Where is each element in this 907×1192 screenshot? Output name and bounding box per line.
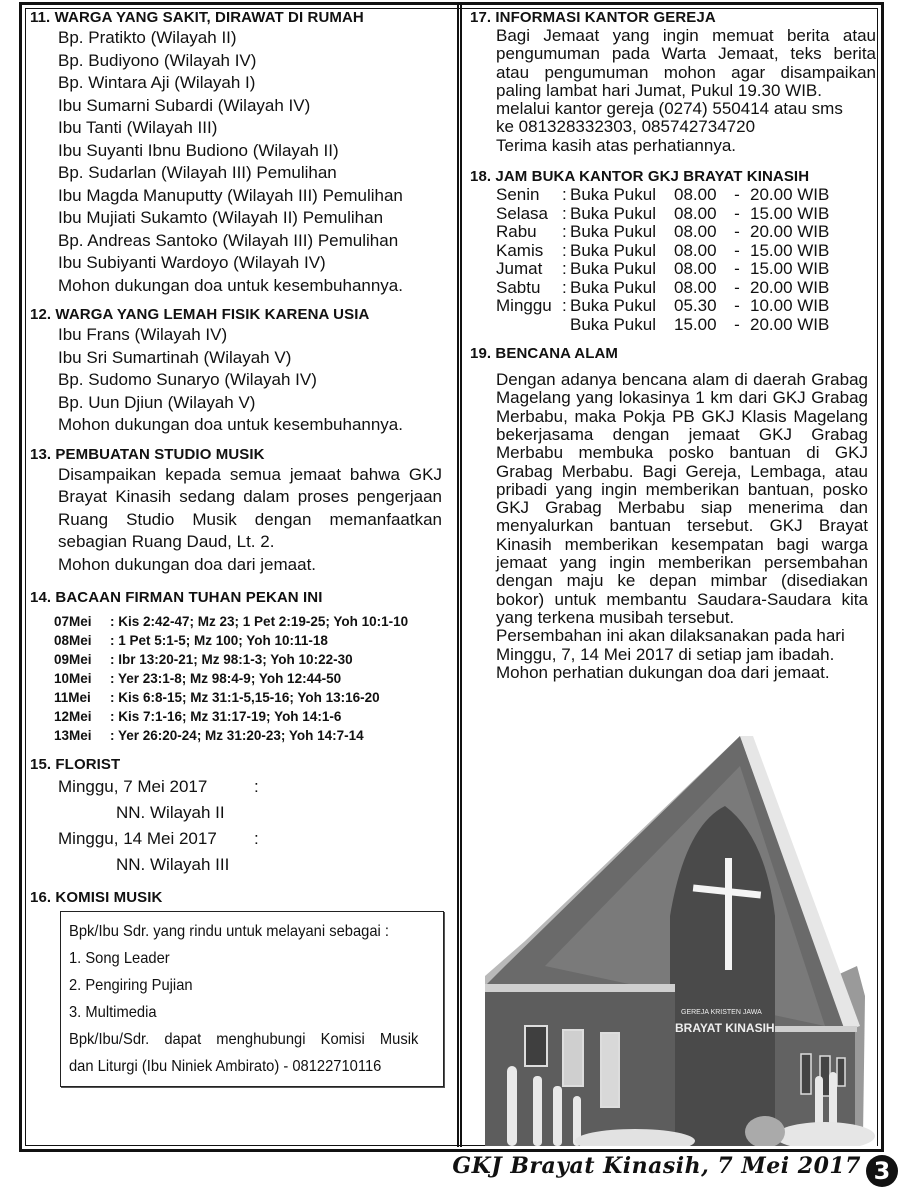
day-colon: : (562, 296, 567, 316)
florist-list (30, 774, 450, 878)
pillar (507, 1066, 517, 1146)
close-time: 20.00 WIB (750, 314, 830, 334)
closing-text: Mohon dukungan doa untuk kesembuhannya. (58, 275, 403, 295)
section-14 (30, 588, 450, 745)
day-name: Jumat (496, 259, 543, 279)
reading-text: : Yer 23:1-8; Mz 98:4-9; Yoh 12:44-50 (110, 671, 342, 686)
left-column (30, 8, 450, 1095)
hours-dash: - (734, 240, 740, 260)
day-name: Sabtu (496, 277, 541, 297)
window (601, 1033, 619, 1107)
section-15-title: 15. FLORIST (30, 756, 121, 773)
hours-label: Buka Pukul (570, 314, 656, 334)
elderly-list (30, 324, 450, 437)
reading-row (30, 707, 450, 726)
section-11-title: 11. WARGA YANG SAKIT, DIRAWAT DI RUMAH (30, 9, 364, 26)
reading-text: : Kis 2:42-47; Mz 23; 1 Pet 2:19-25; Yoh 10:1-10 (110, 614, 409, 629)
section-13-title: 13. PEMBUATAN STUDIO MUSIK (30, 445, 265, 463)
arch-panel (670, 806, 775, 1146)
reading-row (30, 688, 450, 707)
open-time: 08.00 (674, 240, 717, 260)
day-cell (496, 242, 562, 261)
music-contact-1: Bpk/Ibu/Sdr. dapat menghubungi Komisi Musik (69, 1031, 419, 1048)
section-13 (30, 445, 450, 577)
day-cell (496, 186, 562, 205)
section-19-para2: Persembahan ini akan dilaksanakan pada hari Minggu, 7, 14 Mei 2017 di setiap jam ibadah. (496, 626, 845, 664)
section-18 (470, 167, 876, 334)
section-15 (30, 755, 450, 878)
list-item: Bp. Sudarlan (Wilayah III) Pemulihan (58, 163, 337, 182)
reading-date: 10Mei (54, 671, 92, 686)
hours-label: Buka Pukul (570, 240, 656, 260)
day-name: Selasa (496, 203, 548, 223)
close-time: 15.00 WIB (750, 203, 830, 223)
hours-label: Buka Pukul (570, 277, 656, 297)
window (525, 1026, 547, 1066)
section-18-title: 18. JAM BUKA KANTOR GKJ BRAYAT KINASIH (470, 168, 810, 186)
day-colon: : (562, 259, 567, 279)
reading-text: : Yer 26:20-24; Mz 31:20-23; Yoh 14:7-14 (110, 728, 364, 743)
reading-text: : Kis 7:1-16; Mz 31:17-19; Yoh 14:1-6 (110, 709, 342, 724)
open-time: 08.00 (674, 203, 717, 223)
hours-dash: - (734, 185, 740, 205)
day-name: Senin (496, 185, 540, 205)
reading-text: : 1 Pet 5:1-5; Mz 100; Yoh 10:11-18 (110, 633, 328, 648)
closing-text: Mohon dukungan doa dari jemaat. (58, 554, 317, 574)
column-divider (457, 5, 462, 1147)
reading-date: 13Mei (54, 728, 92, 743)
florist-date: Minggu, 7 Mei 2017 (58, 777, 208, 796)
left-eave (485, 984, 675, 992)
section-12-title: 12. WARGA YANG LEMAH FISIK KARENA USIA (30, 306, 370, 323)
office-hours-row (496, 297, 876, 316)
section-19-body: Dengan adanya bencana alam di daerah Grabag Magelang yang lokasinya 1 km dari GKJ Grabag Merbabu, maka Pokja PB GKJ Klasis Magelang bekerjasama dengan jemaat GKJ Grabag Merbabu membuka posko bantuan di GKJ Grabag Merbabu. Bagi Gereja, Lembaga, atau pribadi yang ingin memberikan bantuan, posko GKJ Grabag Merbabu siap menerima dan menyalurkan bantuan tersebut. GKJ Brayat Kinasih memberikan kesempatan bagi warga jemaat yang ingin memberikan persembahan dengan maju ke depan mimbar (disediakan bokor) untuk membantu Saudara-Saudara kita yang terkena musibah tersebut. (496, 370, 868, 627)
list-item: Ibu Sri Sumartinah (Wilayah V) (58, 347, 292, 367)
hours-dash: - (734, 296, 740, 316)
window (801, 1054, 811, 1094)
close-time: 15.00 WIB (750, 259, 830, 279)
right-eave (775, 1026, 857, 1032)
reading-date: 09Mei (54, 652, 92, 667)
office-hours-row (496, 316, 876, 335)
list-item: Bp. Sudomo Sunaryo (Wilayah IV) (58, 370, 317, 389)
day-colon: : (562, 240, 567, 260)
sick-list (30, 27, 450, 297)
office-contact-1: melalui kantor gereja (0274) 550414 atau sms (496, 99, 843, 119)
window (563, 1030, 583, 1086)
office-hours-row (496, 205, 876, 224)
florist-entry (58, 826, 450, 852)
day-colon: : (562, 185, 567, 205)
office-hours-row (496, 242, 876, 261)
section-13-body: Disampaikan kepada semua jemaat bahwa GKJ Brayat Kinasih sedang dalam proses pengerjaan Ruang Studio Musik dengan memanfaatkan sebagian Ruang Daud, Lt. 2. (58, 464, 442, 551)
list-item: Bp. Andreas Santoko (Wilayah III) Pemulihan (58, 230, 399, 250)
close-time: 20.00 WIB (750, 185, 830, 205)
right-column (470, 8, 876, 690)
reading-row (30, 631, 450, 650)
list-item: Ibu Sumarni Subardi (Wilayah IV) (58, 95, 311, 115)
florist-date: Minggu, 14 Mei 2017 (58, 829, 217, 848)
list-item: Bp. Wintara Aji (Wilayah I) (58, 73, 256, 92)
section-16-title: 16. KOMISI MUSIK (30, 889, 163, 906)
open-time: 05.30 (674, 296, 717, 316)
section-19-title: 19. BENCANA ALAM (470, 345, 618, 363)
section-19-body-wrap (470, 371, 876, 682)
church-sign-line1: GEREJA KRISTEN JAWA (681, 1009, 762, 1016)
section-12 (30, 305, 450, 437)
page-number-badge: 3 (866, 1155, 898, 1187)
section-19 (470, 344, 876, 682)
office-hours-row (496, 260, 876, 279)
reading-row (30, 726, 450, 745)
reading-text: : Kis 6:8-15; Mz 31:1-5,15-16; Yoh 13:16-20 (110, 690, 380, 705)
list-item: Ibu Subiyanti Wardoyo (Wilayah IV) (58, 253, 326, 272)
list-item: Bp. Uun Djiun (Wilayah V) (58, 392, 256, 412)
window (837, 1058, 845, 1086)
florist-colon: : (254, 829, 259, 848)
reading-row (30, 650, 450, 669)
day-colon: : (562, 222, 567, 242)
section-16 (30, 888, 450, 1087)
section-17-body: Bagi Jemaat yang ingin memuat berita atau pengumuman pada Warta Jemaat, teks berita atau pengumuman mohon agar disampaikan paling lambat hari Jumat, Pukul 19.30 WIB. (496, 26, 876, 100)
florist-entry (58, 774, 450, 800)
day-cell (496, 297, 562, 316)
hours-label: Buka Pukul (570, 296, 656, 316)
day-cell (496, 223, 562, 242)
florist-assignee: NN. Wilayah III (116, 855, 230, 874)
day-name: Rabu (496, 222, 537, 242)
office-hours-row (496, 223, 876, 242)
hours-dash: - (734, 222, 740, 242)
close-time: 10.00 WIB (750, 296, 830, 316)
pillar (533, 1076, 542, 1146)
office-contact-2: ke 081328332303, 085742734720 (496, 117, 756, 137)
list-item: Ibu Mujiati Sukamto (Wilayah II) Pemulihan (58, 208, 384, 227)
section-11 (30, 8, 450, 297)
office-hours-row (496, 279, 876, 298)
office-hours-row (496, 186, 876, 205)
hours-dash: - (734, 277, 740, 297)
list-item: Ibu Frans (Wilayah IV) (58, 325, 228, 344)
reading-date: 12Mei (54, 709, 92, 724)
list-item: Ibu Tanti (Wilayah III) (58, 118, 218, 137)
day-colon: : (562, 277, 567, 297)
day-name: Kamis (496, 240, 544, 260)
day-cell (496, 260, 562, 279)
section-13-body-wrap (30, 464, 450, 577)
pillar (553, 1086, 562, 1146)
open-time: 08.00 (674, 185, 717, 205)
list-item: Ibu Magda Manuputty (Wilayah III) Pemulihan (58, 185, 403, 205)
day-name: Minggu (496, 296, 552, 316)
music-role: 2. Pengiring Pujian (69, 977, 193, 994)
music-role: 3. Multimedia (69, 1004, 157, 1021)
reading-text: : Ibr 13:20-21; Mz 98:1-3; Yoh 10:22-30 (110, 652, 353, 667)
hours-dash: - (734, 259, 740, 279)
reading-date: 11Mei (54, 690, 91, 705)
day-cell (496, 205, 562, 224)
closing-text: Mohon perhatian dukungan doa dari jemaat. (496, 662, 830, 682)
open-time: 08.00 (674, 259, 717, 279)
day-cell (496, 279, 562, 298)
footer-title: GKJ Brayat Kinasih, 7 Mei 2017 (452, 1153, 861, 1179)
section-17-title: 17. INFORMASI KANTOR GEREJA (470, 9, 716, 26)
list-item: Bp. Pratikto (Wilayah II) (58, 28, 237, 47)
closing-text: Mohon dukungan doa untuk kesembuhannya. (58, 415, 403, 434)
music-role: 1. Song Leader (69, 950, 170, 967)
florist-assignee: NN. Wilayah II (116, 803, 225, 822)
hours-dash: - (734, 203, 740, 223)
day-colon: : (562, 203, 567, 223)
music-contact-2: dan Liturgi (Ibu Niniek Ambirato) - 08122710116 (69, 1058, 382, 1075)
section-17 (470, 8, 876, 155)
church-sign-line2: BRAYAT KINASIH (675, 1021, 775, 1035)
closing-text: Terima kasih atas perhatiannya. (496, 135, 737, 155)
office-hours-table (470, 186, 876, 334)
section-17-body-wrap (470, 27, 876, 155)
close-time: 20.00 WIB (750, 222, 830, 242)
florist-colon: : (254, 777, 259, 796)
list-item: Ibu Suyanti Ibnu Budiono (Wilayah II) (58, 140, 339, 160)
hours-label: Buka Pukul (570, 259, 656, 279)
open-time: 08.00 (674, 277, 717, 297)
hours-label: Buka Pukul (570, 222, 656, 242)
reading-row (30, 669, 450, 688)
close-time: 15.00 WIB (750, 240, 830, 260)
list-item: Bp. Budiyono (Wilayah IV) (58, 50, 257, 70)
music-commission-box (60, 911, 444, 1087)
open-time: 15.00 (674, 314, 717, 334)
reading-date: 07Mei (54, 614, 92, 629)
open-time: 08.00 (674, 222, 717, 242)
church-photo (485, 736, 877, 1146)
reading-row (30, 612, 450, 631)
music-intro: Bpk/Ibu Sdr. yang rindu untuk melayani sebagai : (69, 923, 389, 940)
hours-label: Buka Pukul (570, 203, 656, 223)
cross-vertical (725, 858, 732, 970)
reading-date: 08Mei (54, 633, 92, 648)
close-time: 20.00 WIB (750, 277, 830, 297)
section-14-title: 14. BACAAN FIRMAN TUHAN PEKAN INI (30, 589, 323, 606)
hours-dash: - (734, 314, 740, 334)
hours-label: Buka Pukul (570, 185, 656, 205)
